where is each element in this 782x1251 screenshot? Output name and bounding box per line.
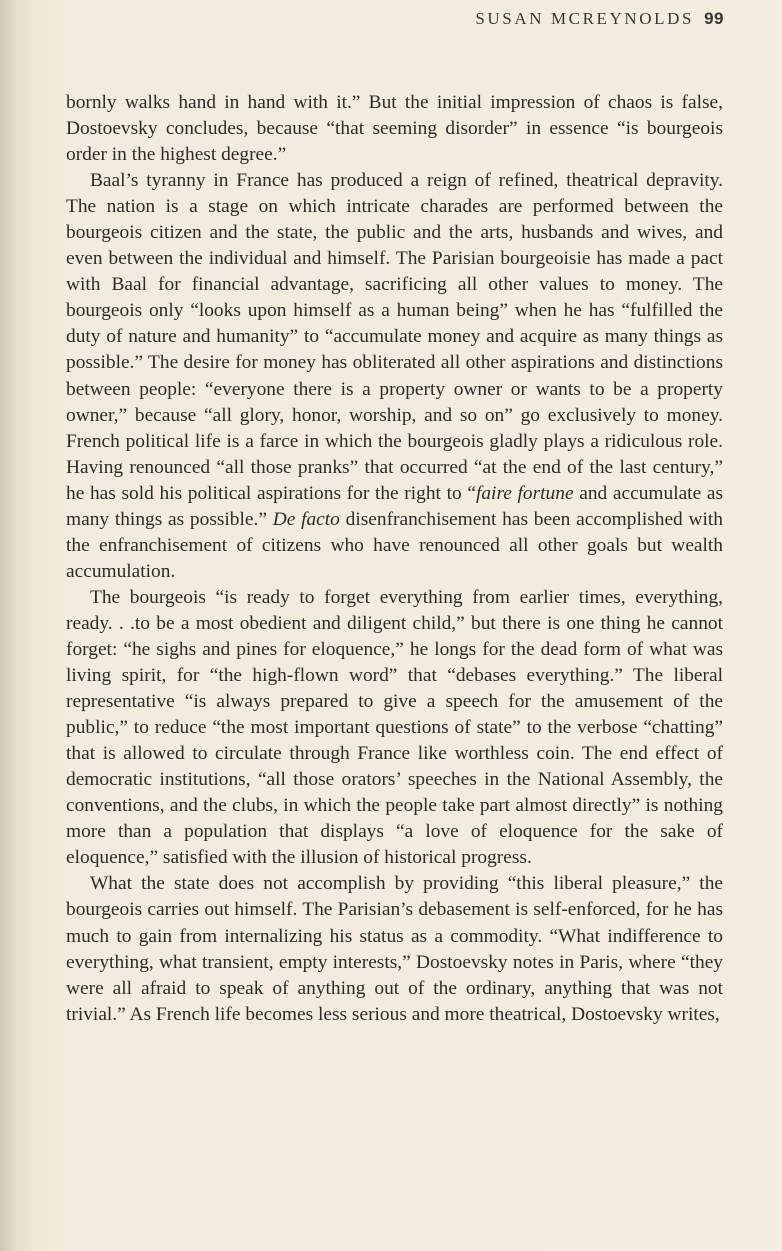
running-head	[475, 9, 724, 29]
running-head-author: SUSAN MCREYNOLDS	[475, 9, 695, 28]
paragraph: The bourgeois “is ready to forget everything from earlier times, everything, ready. . .to be a most obedient and diligent child,” but there is one thing he cannot forget: “he sighs and pines for eloquence,” he longs for the dead form of what was living spirit, for “the high-flown word” that “debases everything.” The liberal representative “is always prepared to give a speech for the amusement of the public,” to reduce “the most important questions of state” to the verbose “chatting” that is allowed to circulate through France like worthless coin. The end effect of democratic institutions, “all those orators’ speeches in the National Assembly, the conventions, and the clubs, in which the people take part almost directly” is nothing more than a population that displays “a love of eloquence for the sake of eloquence,” satisfied with the illusion of historical progress.	[66, 586, 723, 869]
paragraph: What the state does not accomplish by providing “this liberal pleasure,” the bourgeois carries out himself. The Parisian’s debasement is self-enforced, for he has much to gain from internalizing his status as a commodity. “What indifference to everything, what transient, empty interests,” Dostoevsky notes in Paris, where “they were all afraid to speak of anything out of the ordinary, anything that was not trivial.” As French life becomes less serious and more theatrical, Dostoevsky writes,	[66, 873, 723, 1025]
body-text	[66, 90, 723, 1028]
paragraph: Baal’s tyranny in France has produced a reign of refined, theatrical depravity. The nation is a stage on which intricate charades are performed between the bourgeois citizen and the state, the public and the arts, husbands and wives, and even between the individual and himself. The Parisian bourgeoisie has made a pact with Baal for financial advantage, sacrificing all other values to money. The bourgeois only “looks upon himself as a human being” when he has “fulfilled the duty of nature and humanity” to “accumulate money and acquire as many things as possible.” The desire for money has obliterated all other aspirations and distinctions between people: “everyone there is a property owner or wants to be a property owner,” because “all glory, honor, worship, and so on” go exclusively to money. French political life is a farce in which the bourgeois gladly plays a ridiculous role. Having renounced “all those pranks” that occurred “at the end of the last century,” he has sold his political aspirations for the right to “faire fortune and accumulate as many things as possible.” De facto disenfranchisement has been accomplished with the enfranchisement of citizens who have renounced all other goals but wealth accumulation.	[66, 170, 723, 582]
paragraph: bornly walks hand in hand with it.” But the initial impression of chaos is false, Dostoevsky concludes, because “that seeming disorder” in essence “is bourgeois order in the highest degree.”	[66, 92, 723, 166]
page-number: 99	[704, 9, 724, 28]
